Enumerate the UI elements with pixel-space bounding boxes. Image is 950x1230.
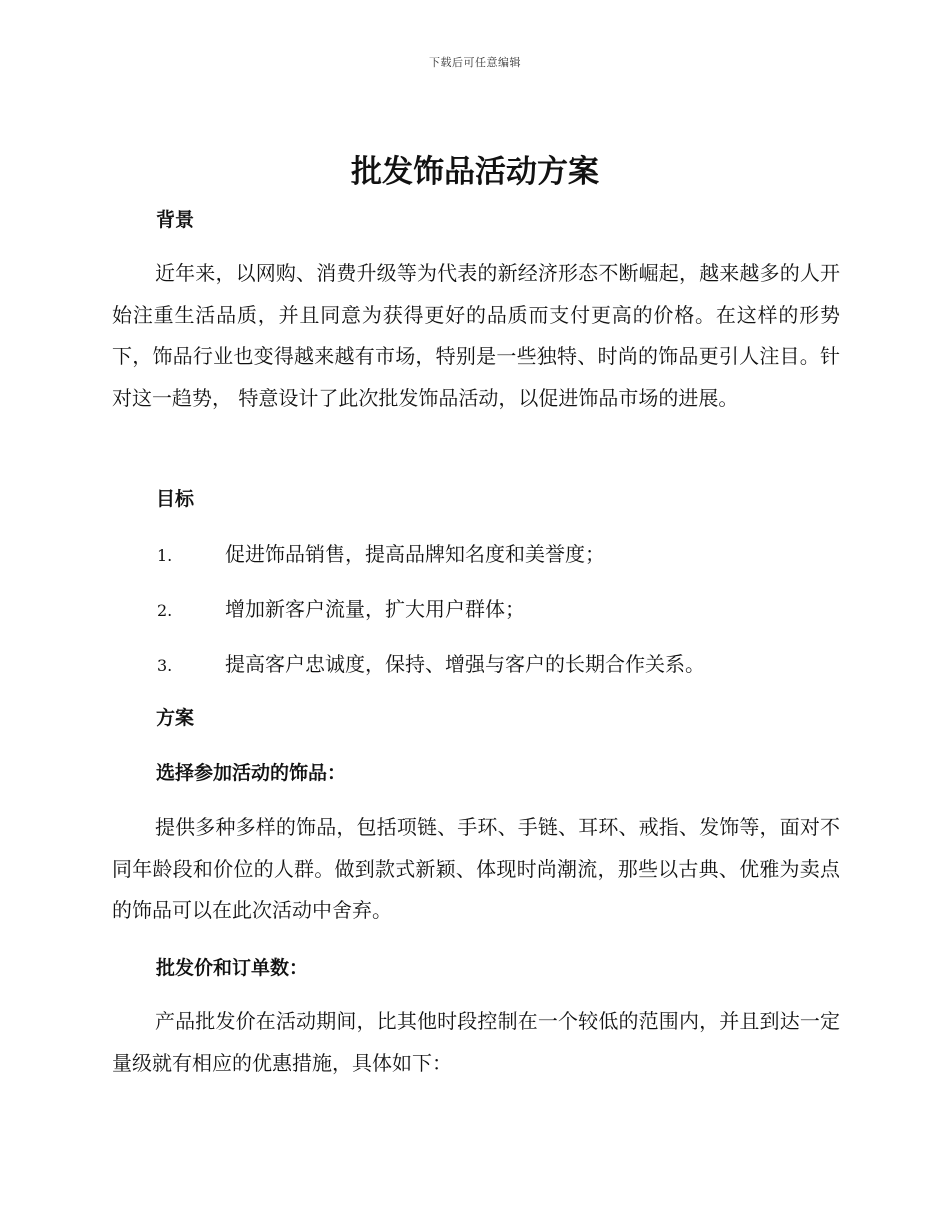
section-heading-goals: 目标 (156, 488, 195, 510)
subheading-pricing: 批发价和订单数： (156, 957, 309, 979)
pricing-paragraph: 产品批发价在活动期间，比其他时段控制在一个较低的范围内，并且到达一定量级就有相应的优惠措施，具体如下： (112, 1009, 840, 1075)
goal-list-item (157, 539, 605, 571)
select-items-paragraph: 提供多种多样的饰品，包括项链、手环、手链、耳环、戒指、发饰等，面对不同年龄段和价位的人群。做到款式新颖、体现时尚潮流，那些以古典、优雅为卖点的饰品可以在此次活动中舍弃。 (112, 815, 840, 922)
list-number: 2. (157, 601, 173, 620)
subheading-select-items: 选择参加活动的饰品： (156, 762, 347, 784)
list-number: 1. (157, 546, 173, 565)
list-item-text: 促进饰品销售，提高品牌知名度和美誉度； (225, 542, 605, 566)
document-title: 批发饰品活动方案 (351, 154, 599, 190)
list-item-text: 增加新客户流量，扩大用户群体； (225, 597, 525, 621)
background-paragraph: 近年来，以网购、消费升级等为代表的新经济形态不断崛起，越来越多的人开始注重生活品质，并且同意为获得更好的品质而支付更高的价格。在这样的形势下，饰品行业也变得越来越有市场，特别是一些独特、时尚的饰品更引人注目。针对这一趋势， 特意设计了此次批发饰品活动，以促进饰品市场的进展。 (112, 261, 840, 410)
goal-list-item (157, 649, 705, 681)
list-number: 3. (157, 656, 173, 675)
page-header: 下载后可任意编辑 (429, 56, 521, 69)
section-heading-plan: 方案 (156, 707, 195, 729)
list-item-text: 提高客户忠诚度，保持、增强与客户的长期合作关系。 (225, 652, 705, 676)
section-heading-background: 背景 (156, 209, 195, 231)
goal-list-item (157, 594, 525, 626)
